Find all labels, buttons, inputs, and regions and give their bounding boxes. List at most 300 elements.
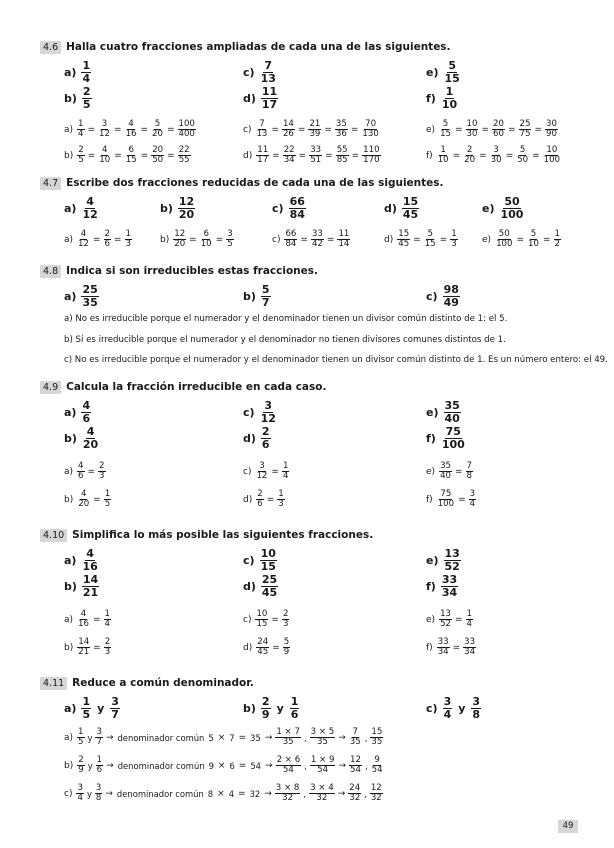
denominator: 100	[496, 239, 513, 250]
exercise-title: Reduce a común denominador.	[72, 677, 254, 689]
solution-d	[384, 230, 459, 250]
item-label: e)	[482, 201, 495, 215]
item-label: b)	[243, 701, 256, 715]
fraction	[77, 230, 90, 250]
numerator: 2	[104, 637, 111, 647]
fraction	[284, 230, 297, 250]
fraction	[77, 728, 84, 748]
math-symbol: =	[532, 150, 540, 161]
denominator: 54	[317, 765, 329, 776]
fraction	[98, 120, 111, 140]
fraction	[125, 230, 132, 250]
denominator: 170	[363, 155, 380, 166]
numerator: 12	[178, 195, 195, 208]
item-label: a)	[64, 553, 77, 567]
numerator: 13	[440, 609, 451, 619]
math-symbol: =	[87, 124, 96, 135]
solution-b	[160, 230, 235, 250]
denominator: 5	[78, 737, 84, 748]
numerator: 24	[257, 637, 269, 647]
numerator: 4	[80, 609, 87, 619]
numerator: 6	[128, 145, 134, 155]
denominator: 7	[96, 737, 102, 748]
numerator: 1	[82, 695, 91, 708]
numerator: 1	[96, 755, 103, 765]
numerator: 5	[154, 119, 161, 129]
question-b	[243, 284, 272, 309]
denominator: 4	[82, 71, 91, 85]
item-label: f)	[426, 150, 433, 161]
numerator: 7	[352, 727, 358, 737]
denominator: 10	[528, 239, 539, 250]
fraction	[98, 146, 111, 166]
fraction	[463, 638, 476, 658]
exercise-header	[40, 264, 318, 278]
denominator: 5	[227, 239, 233, 250]
item-label: a)	[64, 466, 74, 477]
numerator: 30	[546, 119, 557, 129]
numerator: 1	[104, 489, 111, 499]
item-label: c)	[243, 65, 255, 79]
denominator: 20	[82, 437, 99, 451]
fraction	[289, 196, 306, 221]
fraction	[311, 230, 324, 250]
denominator: 32	[370, 793, 382, 804]
numerator: 100	[178, 119, 195, 129]
numerator: 3	[472, 695, 481, 708]
math-symbol: y	[458, 701, 466, 715]
fraction	[200, 230, 213, 250]
math-symbol: denominador común	[117, 732, 205, 743]
fraction	[77, 610, 90, 630]
question-b	[64, 86, 93, 111]
numerator: 5	[283, 637, 290, 647]
math-symbol: =	[324, 124, 332, 135]
math-symbol: =	[140, 150, 149, 161]
item-label: f)	[426, 494, 433, 505]
item-label: c)	[426, 289, 438, 303]
math-symbol: y	[87, 732, 93, 743]
denominator: 20	[178, 207, 195, 221]
numerator: 4	[82, 399, 91, 412]
question-f	[426, 86, 459, 111]
denominator: 12	[78, 239, 89, 250]
item-label: b)	[64, 760, 74, 771]
denominator: 55	[178, 155, 190, 166]
denominator: 40	[444, 411, 460, 425]
denominator: 30	[466, 129, 478, 140]
numerator: 22	[283, 145, 295, 155]
math-symbol: =	[452, 642, 461, 653]
math-symbol: =	[458, 494, 466, 505]
fraction	[463, 146, 476, 166]
fraction	[76, 784, 83, 804]
denominator: 49	[443, 295, 459, 309]
fraction	[444, 60, 461, 85]
fraction	[77, 462, 84, 482]
solution-f	[426, 490, 477, 510]
numerator: 4	[80, 489, 87, 499]
math-symbol: ×	[217, 732, 226, 743]
denominator: 35	[82, 295, 98, 309]
solution-a	[64, 230, 133, 250]
question-e	[426, 400, 462, 425]
numerator: 33	[311, 229, 323, 239]
denominator: 15	[125, 155, 137, 166]
math-symbol: =	[271, 124, 279, 135]
math-symbol: ×	[217, 760, 226, 771]
denominator: 15	[260, 559, 276, 573]
item-label: c)	[243, 553, 255, 567]
denominator: 16	[82, 559, 98, 573]
math-symbol: =	[325, 150, 333, 161]
denominator: 35	[371, 737, 383, 748]
denominator: 6	[257, 499, 263, 510]
fraction	[81, 196, 98, 221]
numerator: 50	[504, 195, 520, 208]
fraction	[543, 146, 561, 166]
question-c	[426, 284, 461, 309]
fraction	[98, 462, 105, 482]
fraction	[275, 784, 301, 804]
numerator: 4	[86, 425, 95, 438]
numerator: 33	[437, 637, 449, 647]
item-label: e)	[426, 405, 439, 419]
solution-c	[272, 230, 351, 250]
numerator: 7	[466, 461, 473, 471]
math-symbol: =	[481, 124, 490, 135]
exercise-number: 4.11	[40, 677, 67, 690]
fraction	[444, 400, 461, 425]
numerator: 4	[86, 547, 94, 560]
numerator: 2	[257, 489, 263, 499]
math-symbol: =	[92, 234, 101, 245]
question-d	[243, 574, 279, 599]
math-symbol: →	[105, 788, 113, 799]
math-symbol: =	[439, 234, 448, 245]
fraction	[151, 146, 164, 166]
numerator: 15	[371, 727, 383, 737]
denominator: 52	[444, 559, 460, 573]
fraction	[439, 462, 452, 482]
math-symbol: 7	[229, 732, 235, 743]
denominator: 75	[519, 129, 531, 140]
denominator: 26	[282, 129, 294, 140]
item-label: e)	[426, 65, 439, 79]
math-symbol: →	[265, 760, 273, 771]
exercise-title: Escribe dos fracciones reducidas de cada una de las siguientes.	[66, 177, 444, 189]
solution-d	[243, 490, 286, 510]
denominator: 50	[517, 155, 529, 166]
solution-a	[64, 728, 384, 748]
item-label: d)	[243, 494, 253, 505]
question-a	[64, 696, 121, 721]
fraction	[151, 120, 164, 140]
denominator: 12	[256, 471, 268, 482]
denominator: 12	[260, 411, 276, 425]
fraction	[441, 426, 466, 451]
fraction	[104, 230, 111, 250]
numerator: 3	[259, 461, 265, 471]
item-label: a)	[64, 234, 74, 245]
numerator: 3	[493, 145, 499, 155]
solution-a	[64, 120, 197, 140]
numerator: 2	[261, 425, 270, 438]
solution-a	[64, 610, 112, 630]
numerator: 1	[82, 59, 91, 72]
exercise-number: 4.7	[40, 177, 61, 190]
numerator: 3	[95, 783, 102, 793]
numerator: 33	[310, 145, 322, 155]
fraction	[290, 696, 300, 721]
math-symbol: 35	[250, 732, 261, 743]
math-symbol: ,	[364, 788, 367, 799]
item-label: c)	[243, 614, 252, 625]
fraction	[495, 230, 513, 250]
fraction	[361, 120, 379, 140]
math-symbol: =	[238, 760, 247, 771]
denominator: 3	[125, 239, 131, 250]
denominator: 4	[466, 619, 473, 630]
fraction	[95, 728, 102, 748]
math-symbol: =	[87, 150, 96, 161]
question-c	[272, 196, 307, 221]
fraction	[554, 230, 561, 250]
question-e	[426, 548, 462, 573]
denominator: 45	[402, 207, 419, 221]
exercise-header	[40, 676, 254, 690]
denominator: 85	[336, 155, 348, 166]
numerator: 14	[82, 573, 99, 586]
fraction	[261, 574, 278, 599]
fraction	[77, 120, 84, 140]
numerator: 1	[278, 489, 284, 499]
fraction	[348, 784, 361, 804]
question-c	[243, 548, 278, 573]
denominator: 16	[78, 619, 89, 630]
fraction	[492, 120, 505, 140]
math-symbol: =	[350, 124, 359, 135]
fraction	[469, 490, 476, 510]
question-f	[426, 426, 467, 451]
math-symbol: y	[86, 788, 92, 799]
item-label: d)	[243, 642, 253, 653]
math-symbol: →	[105, 732, 114, 743]
item-label: d)	[384, 234, 394, 245]
question-a	[64, 60, 92, 85]
numerator: 2	[82, 85, 91, 98]
denominator: 84	[289, 207, 305, 221]
denominator: 30	[490, 155, 502, 166]
fraction	[466, 462, 473, 482]
item-label: a)	[64, 701, 77, 715]
numerator: 5	[530, 229, 537, 239]
numerator: 9	[374, 755, 380, 765]
numerator: 75	[445, 425, 461, 438]
fraction	[104, 610, 111, 630]
denominator: 12	[82, 207, 98, 221]
item-label: d)	[243, 431, 256, 445]
denominator: 6	[78, 471, 84, 482]
numerator: 35	[440, 461, 451, 471]
fraction	[282, 462, 289, 482]
item-label: a)	[64, 289, 77, 303]
math-symbol: =	[271, 466, 279, 477]
numerator: 66	[289, 195, 305, 208]
denominator: 45	[257, 647, 269, 658]
item-label: c)	[272, 234, 281, 245]
denominator: 39	[309, 129, 321, 140]
math-symbol: =	[534, 124, 542, 135]
fraction	[276, 756, 302, 776]
solution-c	[243, 462, 290, 482]
fraction	[370, 784, 383, 804]
math-symbol: y	[87, 760, 93, 771]
fraction	[282, 610, 289, 630]
math-symbol: =	[452, 150, 461, 161]
denominator: 84	[285, 239, 297, 250]
math-symbol: 6	[229, 760, 235, 771]
numerator: 2	[282, 609, 289, 619]
fraction	[444, 548, 461, 573]
numerator: 35	[444, 399, 460, 412]
item-label: f)	[426, 431, 436, 445]
math-symbol: ,	[303, 732, 307, 743]
denominator: 7	[261, 295, 270, 309]
denominator: 36	[335, 129, 347, 140]
fraction	[349, 756, 362, 776]
item-label: e)	[426, 124, 436, 135]
numerator: 4	[128, 119, 134, 129]
math-symbol: =	[93, 642, 101, 653]
numerator: 3 × 4	[310, 783, 334, 793]
denominator: 4	[104, 619, 110, 630]
math-symbol: =	[455, 614, 463, 625]
fraction	[260, 400, 277, 425]
fraction	[104, 638, 111, 658]
fraction	[337, 230, 350, 250]
math-symbol: =	[92, 614, 101, 625]
numerator: 14	[282, 119, 294, 129]
question-c	[243, 60, 278, 85]
numerator: 5	[261, 283, 270, 296]
math-symbol: =	[300, 234, 308, 245]
item-label: b)	[160, 201, 173, 215]
numerator: 2	[78, 145, 84, 155]
numerator: 4	[101, 145, 108, 155]
math-symbol: =	[271, 614, 279, 625]
question-c	[426, 696, 482, 721]
denominator: 6	[261, 437, 270, 451]
numerator: 1	[104, 609, 110, 619]
numerator: 1	[554, 229, 560, 239]
math-symbol: =	[114, 150, 122, 161]
numerator: 35	[335, 119, 347, 129]
math-symbol: =	[507, 124, 516, 135]
denominator: 32	[282, 793, 294, 804]
fraction	[370, 728, 383, 748]
denominator: 3	[278, 499, 284, 510]
math-symbol: =	[238, 788, 246, 799]
question-a	[64, 284, 100, 309]
numerator: 11	[261, 85, 278, 98]
item-label: f)	[426, 642, 433, 653]
fraction	[255, 462, 268, 482]
fraction	[81, 60, 91, 85]
denominator: 3	[451, 239, 457, 250]
item-label: a)	[64, 614, 74, 625]
denominator: 50	[152, 155, 164, 166]
numerator: 3 × 5	[310, 727, 335, 737]
numerator: 20	[152, 145, 164, 155]
denominator: 52	[440, 619, 451, 630]
denominator: 20	[152, 129, 163, 140]
denominator: 400	[178, 129, 195, 140]
denominator: 6	[96, 765, 103, 776]
fraction	[256, 146, 269, 166]
denominator: 32	[316, 793, 328, 804]
math-symbol: =	[166, 124, 175, 135]
item-label: a)	[64, 201, 77, 215]
fraction	[309, 146, 322, 166]
denominator: 15	[256, 619, 268, 630]
math-symbol: =	[238, 732, 247, 743]
denominator: 40	[440, 471, 451, 482]
math-symbol: ,	[364, 732, 368, 743]
denominator: 54	[282, 765, 294, 776]
fraction	[310, 728, 336, 748]
fraction	[178, 196, 195, 221]
fraction	[96, 756, 103, 776]
exercise-number: 4.6	[40, 41, 61, 54]
fraction	[402, 196, 419, 221]
solution-f	[426, 638, 477, 658]
math-symbol: ,	[304, 760, 307, 771]
denominator: 35	[282, 737, 294, 748]
numerator: 2 × 6	[276, 755, 301, 765]
solution-b	[64, 756, 385, 776]
question-a	[64, 196, 100, 221]
denominator: 4	[78, 129, 84, 140]
item-label: a)	[64, 65, 77, 79]
exercise-title: Calcula la fracción irreducible en cada caso.	[66, 381, 327, 393]
fraction	[371, 756, 384, 776]
item-label: b)	[64, 91, 77, 105]
numerator: 4	[78, 461, 84, 471]
fraction	[441, 574, 458, 599]
numerator: 110	[363, 145, 380, 155]
denominator: 10	[437, 155, 449, 166]
item-label: d)	[243, 150, 253, 161]
denominator: 3	[104, 647, 111, 658]
question-b	[160, 196, 196, 221]
fraction	[397, 230, 410, 250]
math-symbol: 4	[228, 788, 235, 799]
fraction	[336, 146, 349, 166]
exercise-number: 4.8	[40, 265, 61, 278]
numerator: 33	[441, 573, 458, 586]
math-symbol: =	[455, 466, 463, 477]
math-symbol: =	[113, 234, 122, 245]
fraction	[256, 638, 269, 658]
numerator: 2	[99, 461, 105, 471]
denominator: 130	[362, 129, 379, 140]
numerator: 66	[285, 229, 297, 239]
numerator: 3	[101, 119, 108, 129]
denominator: 32	[349, 793, 361, 804]
fraction	[261, 86, 278, 111]
item-label: b)	[243, 289, 256, 303]
